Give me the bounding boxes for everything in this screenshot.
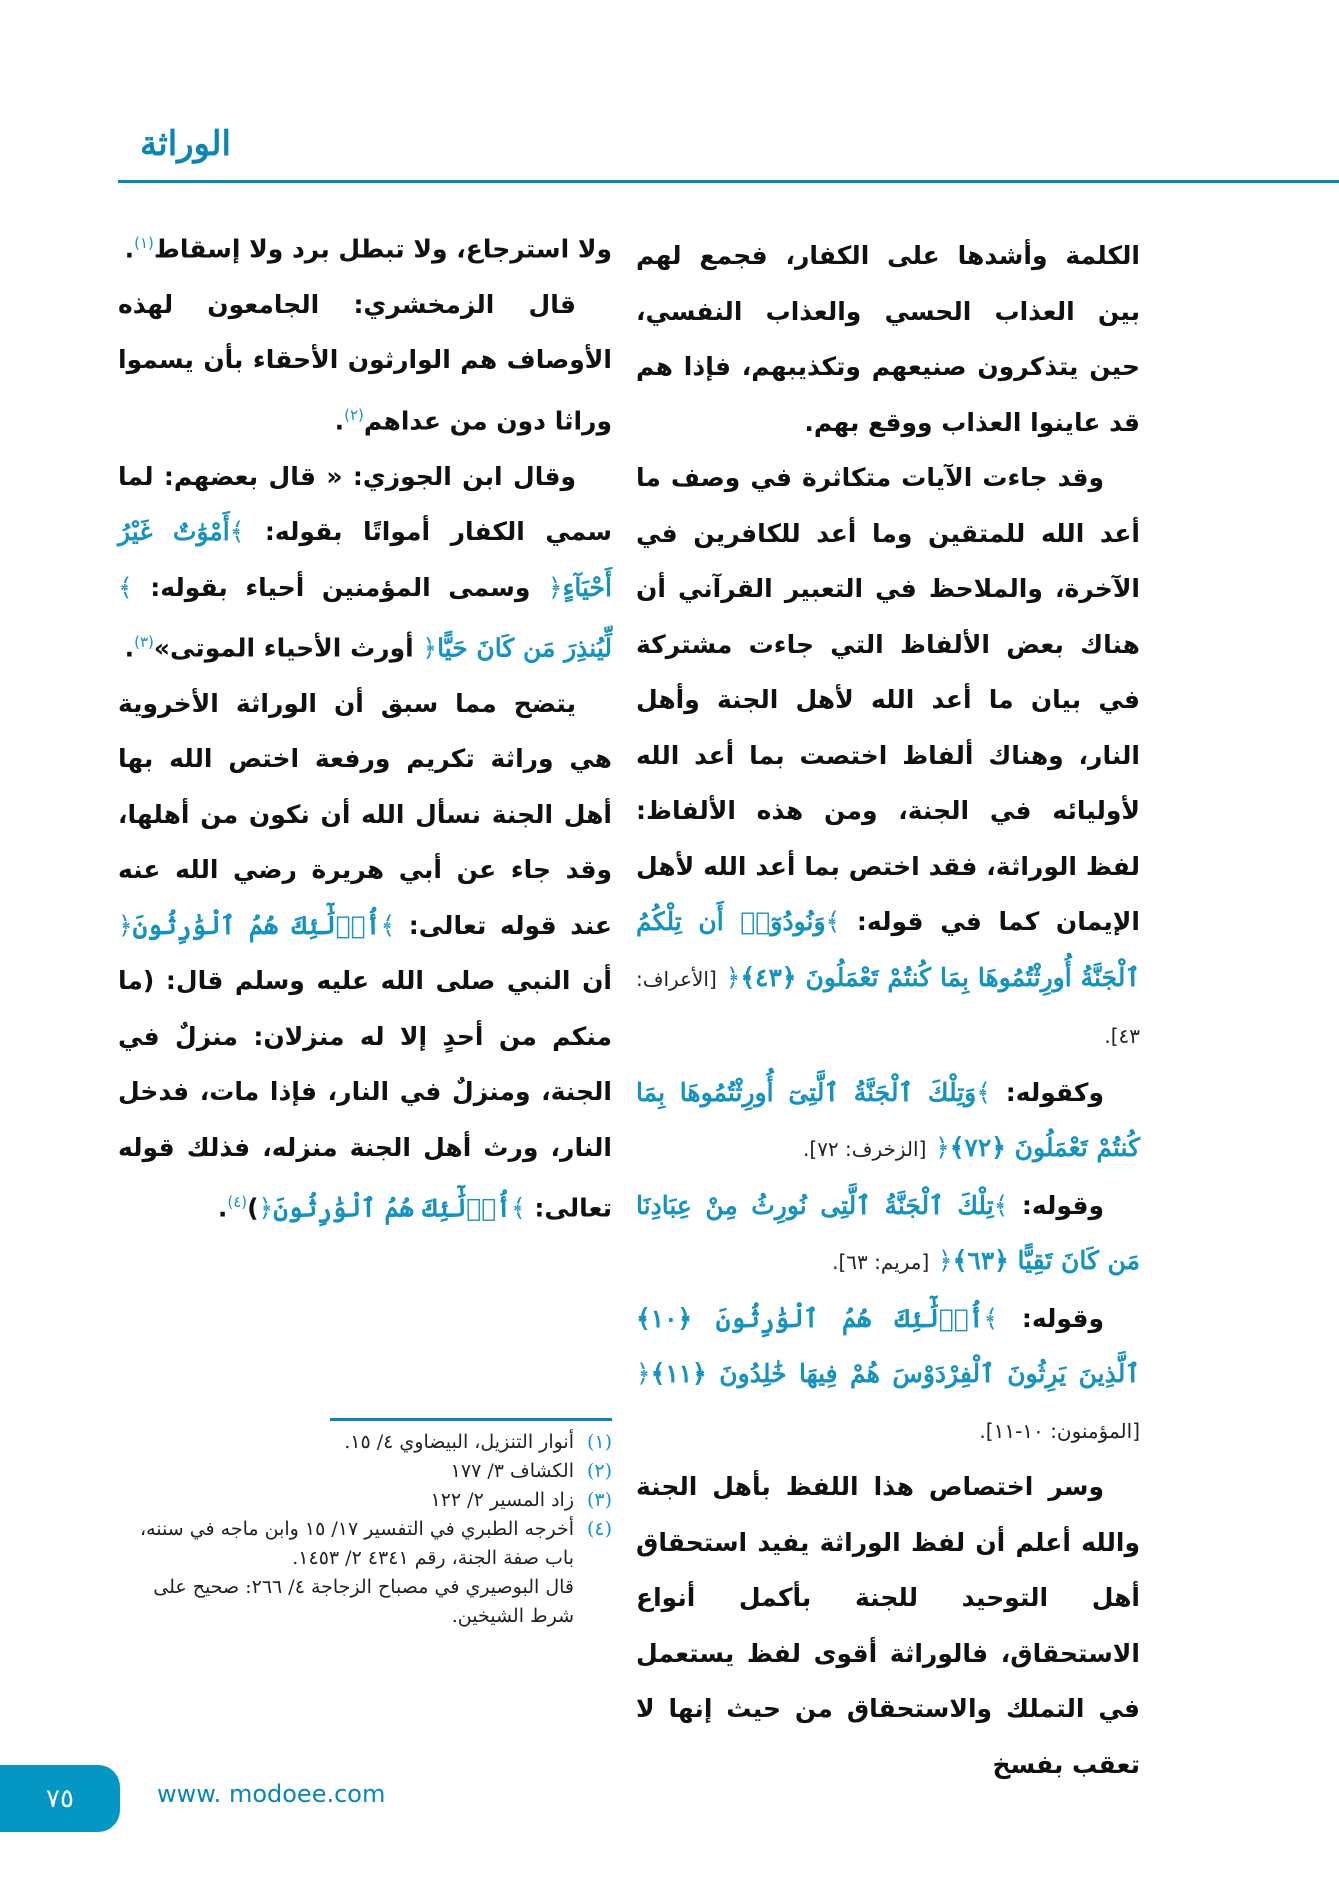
paragraph-text: قال الزمخشري: الجامعون لهذه الأوصاف هم الوارثون الأحقاء بأن يسموا وراثا دون من عداهم [118, 289, 612, 436]
verse-open-ornament: ﴾ [976, 1077, 991, 1107]
footnote-number: (٢) [586, 1460, 612, 1482]
verse-close-ornament: ﴿ [118, 910, 133, 940]
verse-reference: [مريم: ٦٣]. [832, 1250, 930, 1274]
verse-close-ornament: ﴿ [935, 1133, 950, 1162]
verse-close-ornament: ﴿ [547, 572, 563, 602]
footnote-item [118, 1457, 612, 1486]
footnotes [118, 1428, 612, 1631]
verse-open-ornament: ﴾ [993, 1190, 1009, 1220]
footnote-number: (١) [586, 1431, 612, 1453]
paragraph-text: وقال ابن الجوزي: « قال بعضهم: لما سمي الكفار أمواتًا بقوله: [118, 461, 612, 547]
paragraph: الكلمة وأشدها على الكفار، فجمع لهم بين العذاب الحسي والعذاب النفسي، حين يتذكرون صنيعهم وتكذيبهم، فإذا هم قد عاينوا العذاب ووقع بهم. [636, 241, 1140, 437]
footnote-text: أخرجه الطبري في التفسير ١٧/ ١٥ وابن ماجه في سننه، باب صفة الجنة، رقم ٤٣٤١ ٢/ ١٤٥٣. [139, 1518, 574, 1569]
paragraph-text: أن النبي صلى الله عليه وسلم قال: (ما منكم من أحدٍ إلا له منزلان: منزلٌ في الجنة، ومنزلٌ في النار، فإذا مات، فدخل النار، ورث أهل الجنة منزله، فذلك قوله تعالى: [118, 966, 612, 1223]
paragraph-text: يتضح مما سبق أن الوراثة الأخروية هي وراثة تكريم ورفعة اختص الله بها أهل الجنة نسأل الله أن نكون من أهلها، وقد جاء عن أبي هريرة رضي الله عنه عند قوله تعالى: [118, 688, 612, 940]
verse-close-ornament: ﴿ [422, 633, 438, 663]
verse-open-ornament: ﴾ [229, 517, 245, 547]
paragraph [636, 1291, 1140, 1460]
footnote-text: زاد المسير ٢/ ١٢٢ [430, 1489, 574, 1511]
page-number-tab [0, 1765, 120, 1832]
verse-reference: [الزخرف: ٧٢]. [803, 1137, 927, 1161]
verse-open-ornament: ﴾ [983, 1303, 999, 1333]
paragraph: قال الزمخشري: الجامعون لهذه الأوصاف هم الوارثون الأحقاء بأن يسموا وراثا دون من عداهم$^{(٢)}$. [118, 289, 612, 436]
verse-open-ornament: ﴾ [511, 1193, 526, 1223]
footnote-marker[interactable]: (٢) [344, 405, 364, 424]
verse-close-ornament: ﴿ [258, 1193, 274, 1223]
quran-verse: أُو۟لَٰٓئِكَ هُمُ ٱلْوَٰرِثُونَ [273, 1193, 512, 1223]
paragraph-text: وقد جاءت الآيات متكاثرة في وصف ما أعد الله للمتقين وما أعد للكافرين في الآخرة، والملاحظ في التعبير القرآني أن هناك بعض الألفاظ التي جاءت مشتركة في بيان ما أعد الله لأهل الجنة وأهل النار، وهناك ألفاظ اختصت بما أعد الله لأوليائه في الجنة، ومن هذه الألفاظ: لفظ الوراثة، فقد اختص بما أعد الله لأهل الإيمان كما في قوله: [636, 463, 1140, 936]
footnote-continuation: قال البوصيري في مصباح الزجاجة ٤/ ٢٦٦: صحيح على شرط الشيخين. [153, 1576, 574, 1627]
footnote-text: الكشاف ٣/ ١٧٧ [450, 1460, 574, 1482]
verse-open-ornament: ﴾ [825, 907, 841, 936]
verse-close-ornament: ﴿ [636, 1359, 651, 1388]
footnote-marker[interactable]: (٤) [227, 1193, 248, 1212]
paragraph-text: وسمى المؤمنين أحياء بقوله: [150, 572, 531, 602]
closing-parenthesis: ) [247, 1193, 259, 1223]
footnote-marker[interactable]: (٣) [134, 633, 154, 652]
footnote-divider [330, 1418, 612, 1421]
paragraph-text: وقوله: [1021, 1303, 1104, 1333]
quran-verse: وَنُودُوٓا۟ أَن تِلْكُمُ ٱلْجَنَّةُ أُورِثْتُمُوهَا بِمَا كُنتُمْ تَعْمَلُونَ ﴿٤٣﴾ [636, 907, 1140, 992]
paragraph: يتضح مما سبق أن الوراثة الأخروية هي وراثة تكريم ورفعة اختص الله بها أهل الجنة نسأل الله أن نكون من أهلها، وقد جاء عن أبي هريرة رضي الله عنه عند قوله تعالى: ﴾أُو۟لَٰٓئِكَ هُمُ ٱلْوَٰرِثُونَ﴿ أن النبي صلى الله عليه وسلم قال: (ما منكم من أحدٍ إلا له منزلان: منزلٌ في الجنة، ومنزلٌ في النار، فإذا مات، فدخل النار، ورث أهل الجنة منزله، فذلك قوله تعالى: ﴾أُو۟لَٰٓئِكَ هُمُ ٱلْوَٰرِثُونَ﴿)$^{(٤)}$. [118, 688, 612, 1223]
website-link[interactable]: www. modoee.com [157, 1780, 386, 1808]
footnote-text: أنوار التنزيل، البيضاوي ٤/ ١٥. [344, 1431, 574, 1453]
footnote-number: (٣) [586, 1489, 612, 1511]
verse-close-ornament: ﴿ [938, 1246, 953, 1275]
verse-close-ornament: ﴿ [725, 962, 741, 992]
verse-open-ornament: ﴾ [380, 910, 396, 940]
header-divider [118, 180, 1339, 183]
footnote-item [118, 1515, 612, 1573]
verse-open-ornament: ﴾ [118, 572, 133, 602]
page-number: ٧٥ [46, 1783, 74, 1814]
footnote-item [118, 1486, 612, 1515]
paragraph-text: وكقوله: [1005, 1077, 1104, 1107]
quran-verse: وَتِلْكَ ٱلْجَنَّةُ ٱلَّتِىٓ أُورِثْتُمُوهَا بِمَا كُنتُمْ تَعْمَلُونَ ﴿٧٢﴾ [636, 1077, 1140, 1162]
quran-verse: أُو۟لَٰٓئِكَ هُمُ ٱلْوَٰرِثُونَ [132, 910, 381, 940]
left-column [118, 216, 612, 1236]
footnote-item [118, 1428, 612, 1457]
paragraph: وسر اختصاص هذا اللفظ بأهل الجنة والله أعلم أن لفظ الوراثة يفيد استحقاق أهل التوحيد للجنة بأكمل أنواع الاستحقاق، فالوراثة أقوى لفظ يستعمل في التملك والاستحقاق من حيث إنها لا تعقب بفسخ [636, 1472, 1140, 1779]
verse-reference: [المؤمنون: ١٠-١١]. [979, 1418, 1140, 1443]
running-header-title: الوراثة [140, 124, 231, 164]
quran-verse: أَمْوَٰتٌ غَيْرُ أَحْيَآءٍ [118, 517, 612, 602]
paragraph [636, 1065, 1140, 1178]
quran-verse: تِلْكَ ٱلْجَنَّةُ ٱلَّتِى نُورِثُ مِنْ عِبَادِنَا مَن كَانَ تَقِيًّا ﴿٦٣﴾ [636, 1190, 1140, 1275]
paragraph [636, 1178, 1140, 1291]
verse-reference: [الأعراف: ٤٣]. [636, 966, 1140, 1048]
quran-verse: لِّيُنذِرَ مَن كَانَ حَيًّا [437, 633, 612, 663]
quran-verse: أُو۟لَٰٓئِكَ هُمُ ٱلْوَٰرِثُونَ ﴿١٠﴾ ٱلَّذِينَ يَرِثُونَ ٱلْفِرْدَوْسَ هُمْ فِيهَا خَٰلِدُونَ ﴿١١﴾ [636, 1303, 1140, 1388]
footnote-number: (٤) [586, 1518, 612, 1540]
paragraph-text: وقوله: [1021, 1190, 1104, 1220]
right-column [636, 228, 1140, 1792]
paragraph-text: أورث الأحياء الموتى» [153, 633, 414, 663]
paragraph: وقال ابن الجوزي: « قال بعضهم: لما سمي الكفار أمواتًا بقوله: ﴾أَمْوَٰتٌ غَيْرُ أَحْيَآءٍ﴿ وسمى المؤمنين أحياء بقوله: ﴾لِّيُنذِرَ مَن كَانَ حَيًّا﴿ أورث الأحياء الموتى»$^{(٣)}$. [118, 461, 612, 663]
paragraph [636, 450, 1140, 1065]
paragraph: ولا استرجاع، ولا تبطل برد ولا إسقاط$^{(١)}$. [124, 234, 612, 264]
footnote-marker[interactable]: (١) [134, 234, 154, 252]
paragraph-text: ولا استرجاع، ولا تبطل برد ولا إسقاط [153, 234, 612, 264]
